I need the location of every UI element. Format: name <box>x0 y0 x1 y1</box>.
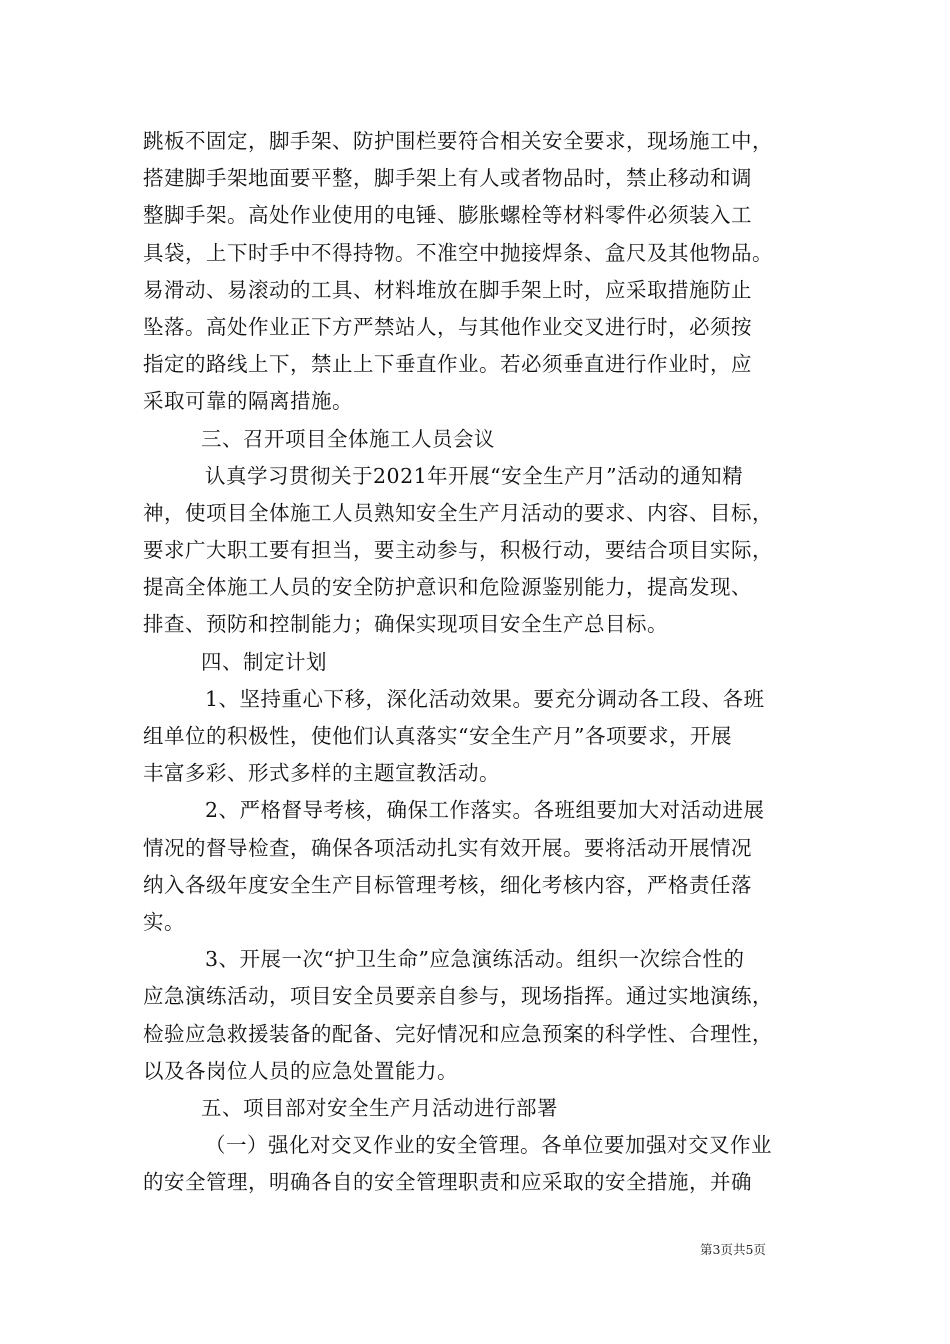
text-line: 组单位的积极性，使他们认真落实“安全生产月”各项要求，开展 <box>143 724 732 748</box>
section-heading: 三、召开项目全体施工人员会议 <box>201 426 495 451</box>
text-line: 的安全管理，明确各自的安全管理职责和应采取的安全措施，并确 <box>143 1170 752 1195</box>
text-line: 坠落。高处作业正下方严禁站人，与其他作业交叉进行时，必须按 <box>143 314 752 339</box>
paragraph-first-line: 2、严格督导考核，确保工作落实。各班组要加大对活动进展 <box>205 798 765 823</box>
text-line: 易滑动、易滚动的工具、材料堆放在脚手架上时，应采取措施防止 <box>143 277 752 302</box>
section-heading: 四、制定计划 <box>201 649 327 674</box>
text-line: 检验应急救援装备的配备、完好情况和应急预案的科学性、合理性， <box>143 1021 773 1046</box>
text-line: 神，使项目全体施工人员熟知安全生产月活动的要求、内容、目标， <box>143 500 773 525</box>
paragraph-first-line: 3、开展一次“护卫生命”应急演练活动。组织一次综合性的 <box>205 947 745 972</box>
text-line: 采取可靠的隔离措施。 <box>143 389 353 414</box>
text-line: 具袋，上下时手中不得持物。不准空中抛接焊条、盒尺及其他物品。 <box>143 240 773 265</box>
page-number: 第3页共5页 <box>700 1242 766 1257</box>
paragraph-first-line: 1、坚持重心下移，深化活动效果。要充分调动各工段、各班 <box>205 686 765 711</box>
text-line: 丰富多彩、形式多样的主题宣教活动。 <box>143 761 500 786</box>
text-line: 要求广大职工要有担当，要主动参与，积极行动，要结合项目实际， <box>143 538 773 563</box>
text-line: 实。 <box>143 909 185 934</box>
text-line: 搭建脚手架地面要平整，脚手架上有人或者物品时，禁止移动和调 <box>143 166 752 191</box>
text-line: 整脚手架。高处作业使用的电锤、膨胀螺栓等材料零件必须装入工 <box>143 203 752 228</box>
text-line: 提高全体施工人员的安全防护意识和危险源鉴别能力，提高发现、 <box>143 575 752 600</box>
paragraph-first-line: （一）强化对交叉作业的安全管理。各单位要加强对交叉作业 <box>205 1133 772 1158</box>
text-line: 情况的督导检查，确保各项活动扎实有效开展。要将活动开展情况 <box>143 835 752 860</box>
text-line: 排查、预防和控制能力；确保实现项目安全生产总目标。 <box>143 612 668 637</box>
text-line: 应急演练活动，项目安全员要亲自参与，现场指挥。通过实地演练， <box>143 984 773 1009</box>
document-body <box>143 123 813 1201</box>
text-line: 以及各岗位人员的应急处置能力。 <box>143 1058 458 1083</box>
text-line: 纳入各级年度安全生产目标管理考核，细化考核内容，严格责任落 <box>143 872 752 897</box>
paragraph-first-line: 认真学习贯彻关于2021年开展“安全生产月”活动的通知精 <box>205 463 744 488</box>
text-line: 跳板不固定，脚手架、防护围栏要符合相关安全要求，现场施工中， <box>143 129 773 153</box>
section-heading: 五、项目部对安全生产月活动进行部署 <box>201 1095 558 1120</box>
text-line: 指定的路线上下，禁止上下垂直作业。若必须垂直进行作业时，应 <box>143 352 752 377</box>
